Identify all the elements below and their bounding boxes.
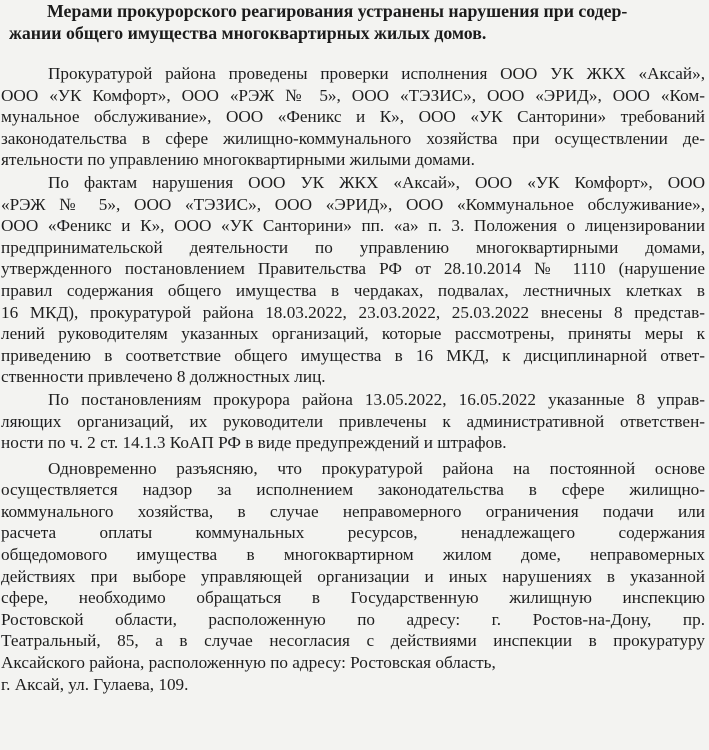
text-line: правил содержания общего имущества в чердаках, подвалах, лестничных клетках в bbox=[1, 280, 705, 300]
text-line: Аксайского района, расположенную по адресу: Ростовская область, bbox=[1, 653, 496, 673]
text-line: ятельности по управлению многоквартирными жилыми домами. bbox=[1, 150, 475, 170]
text-line: Прокуратурой района проведены проверки исполнения ООО УК ЖКХ «Аксай», bbox=[48, 64, 705, 83]
text-line: осуществляется надзор за исполнением законодательства в сфере жилищно- bbox=[1, 480, 705, 500]
paragraph bbox=[1, 63, 705, 171]
text-line: расчета оплаты коммунальных ресурсов, ненадлежащего содержания bbox=[1, 523, 705, 543]
text-line: коммунального хозяйства, в случае неправомерного ограничения подачи или bbox=[1, 501, 705, 521]
article-body bbox=[1, 63, 705, 695]
text-line: Одновременно разъясняю, что прокуратурой района на постоянной основе bbox=[48, 458, 705, 478]
text-line: мунальное обслуживание», ООО «Феникс и К», ООО «УК Санторини» требований bbox=[1, 107, 705, 127]
text-line: общедомового имущества в многоквартирном жилом доме, неправомерных bbox=[1, 545, 705, 565]
text-line: лений руководителям указанных организаций, которые рассмотрены, приняты меры к bbox=[1, 324, 705, 344]
text-line: ООО «Феникс и К», ООО «УК Санторини» пп. «а» п. 3. Положения о лицензировании bbox=[1, 216, 705, 236]
text-line: «РЭЖ № 5», ООО «ТЭЗИС», ООО «ЭРИД», ООО «Коммунальное обслуживание», bbox=[1, 194, 705, 214]
paragraph bbox=[1, 389, 705, 454]
text-line: 16 МКД), прокуратурой района 18.03.2022, 23.03.2022, 25.03.2022 внесены 8 представ- bbox=[1, 302, 705, 322]
text-line: ственности привлечено 8 должностных лиц. bbox=[1, 367, 326, 387]
title-line: Мерами прокурорского реагирования устранены нарушения при содер- bbox=[47, 1, 628, 21]
text-line: ООО «УК Комфорт», ООО «РЭЖ № 5», ООО «ТЭЗИС», ООО «ЭРИД», ООО «Ком- bbox=[1, 85, 705, 105]
text-line: По постановлениям прокурора района 13.05.2022, 16.05.2022 указанные 8 управ- bbox=[48, 389, 705, 409]
paragraph bbox=[1, 458, 705, 696]
text-line: законодательства в сфере жилищно-коммунального хозяйства при осуществлении де- bbox=[1, 128, 705, 148]
text-line: приведению в соответствие общего имущества в 16 МКД, к дисциплинарной ответ- bbox=[1, 345, 705, 365]
paragraph bbox=[1, 172, 705, 388]
page-title bbox=[9, 0, 709, 44]
text-line: г. Аксай, ул. Гулаева, 109. bbox=[1, 674, 189, 694]
text-line: Театральный, 85, а в случае несогласия с действиями инспекции в прокуратуру bbox=[1, 631, 705, 651]
title-line: жании общего имущества многоквартирных жилых домов. bbox=[9, 23, 487, 43]
text-line: утвержденного постановлением Правительства РФ от 28.10.2014 № 1110 (нарушение bbox=[1, 259, 705, 279]
text-line: По фактам нарушения ООО УК ЖКХ «Аксай», ООО «УК Комфорт», ООО bbox=[48, 172, 705, 192]
text-line: Ростовской области, расположенную по адресу: г. Ростов-на-Дону, пр. bbox=[1, 609, 705, 629]
text-line: ности по ч. 2 ст. 14.1.3 КоАП РФ в виде предупреждений и штрафов. bbox=[1, 433, 507, 453]
text-line: ляющих организаций, их руководители привлечены к административной ответствен- bbox=[1, 411, 705, 431]
text-line: предпринимательской деятельности по управлению многоквартирными домами, bbox=[1, 237, 705, 257]
text-line: действиях при выборе управляющей организации и иных нарушениях в указанной bbox=[1, 566, 705, 586]
text-line: сфере, необходимо обращаться в Государственную жилищную инспекцию bbox=[1, 588, 705, 608]
